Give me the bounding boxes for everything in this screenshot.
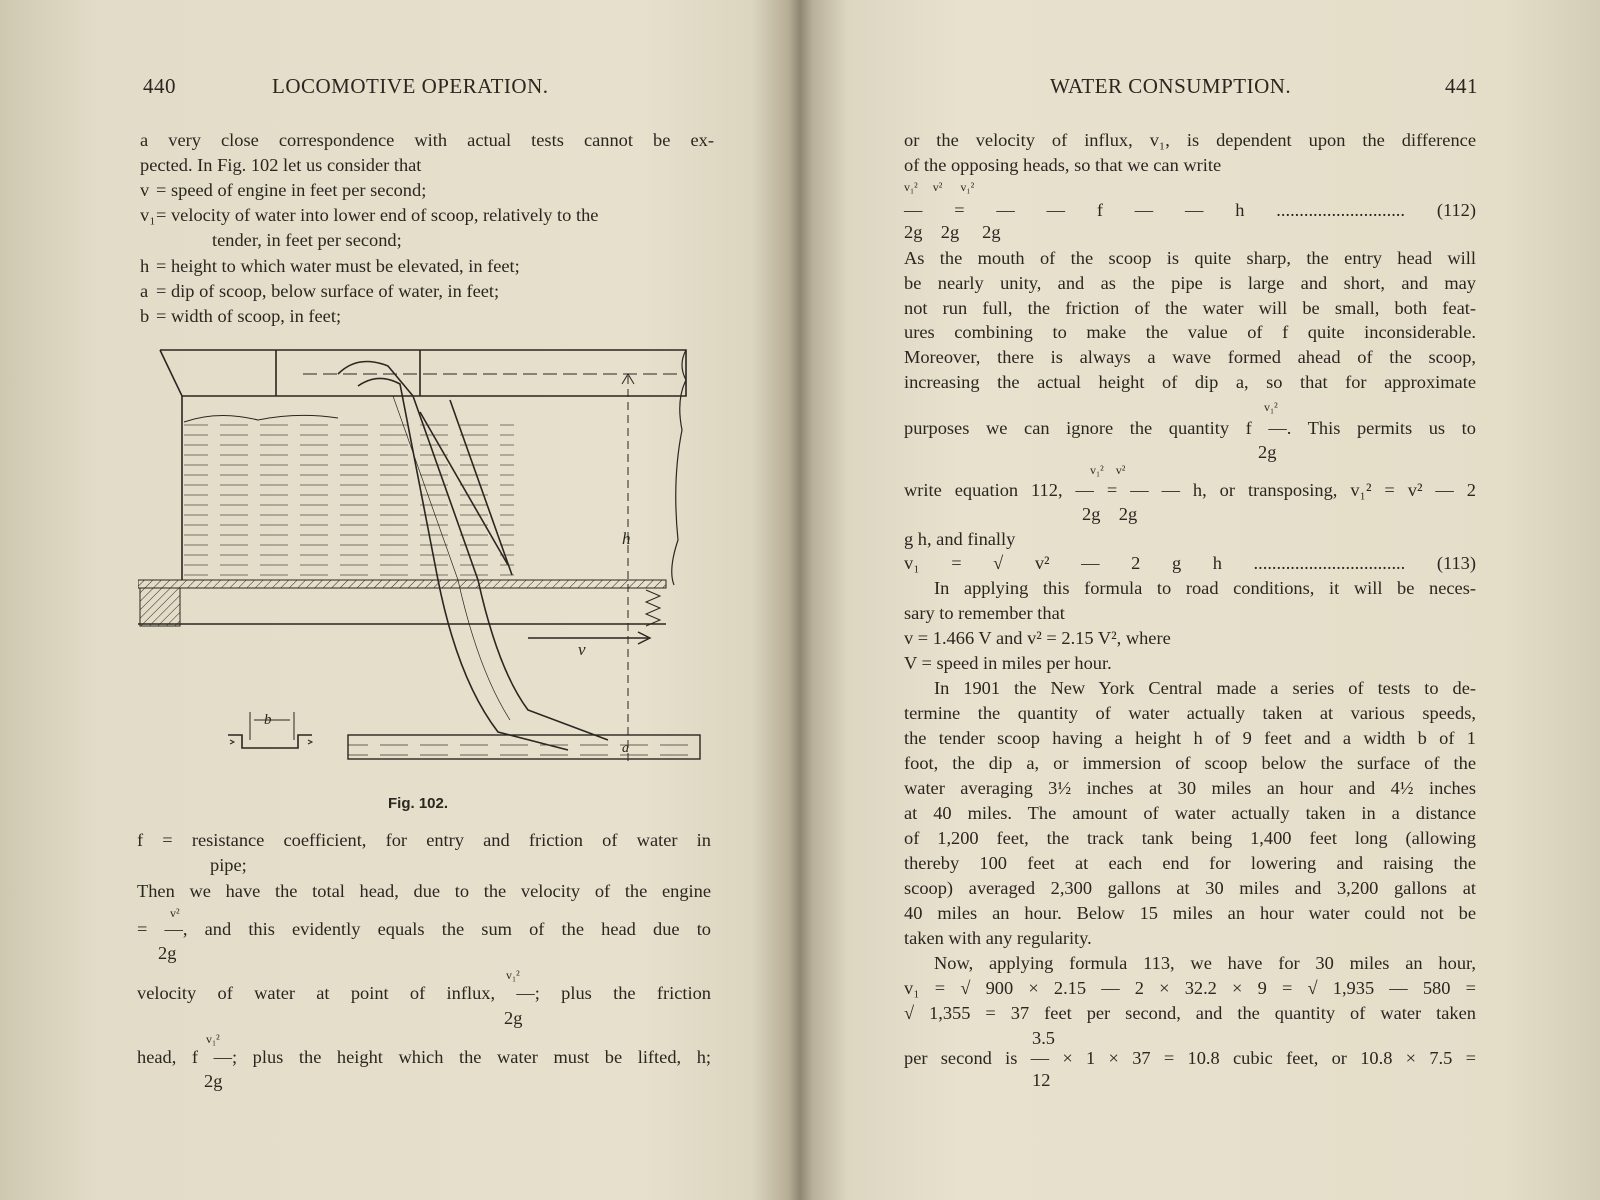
frac3-denominator: 2g [204,1071,223,1091]
para4-line: Now, applying formula 113, we have for 30 miles an hour, [934,953,1476,973]
gh-line: g h, and finally [904,529,1016,549]
frac1-numerator: v² [170,906,180,920]
def-equals: = [156,205,167,225]
purposes-line: purposes we can ignore the quantity f —. This permits us to [904,418,1476,438]
eq112-numerator: v₁² v² v₁² [904,180,975,194]
purposes-denominator: 2g [1258,442,1277,462]
frac3-line: head, f —; plus the height which the water must be lifted, h; [137,1047,711,1067]
intro-line-1: a very close correspondence with actual tests cannot be ex- [140,130,714,150]
running-head-right: WATER CONSUMPTION. [1050,74,1292,98]
para3-line: termine the quantity of water actually taken at various speeds, [904,703,1476,723]
frac3-numerator: v₁² [206,1032,220,1046]
write-line: write equation 112, — = — — h, or transposing, v₁² = v² — 2 [904,480,1476,500]
write-denominator: 2g 2g [1082,504,1138,524]
label-a: a [622,741,629,756]
last-numerator: 3.5 [1032,1028,1055,1048]
figure-caption: Fig. 102. [388,795,449,812]
para3-line: In 1901 the New York Central made a series of tests to de- [934,678,1476,698]
def-symbol: a [140,281,149,301]
V-definition: V = speed in miles per hour. [904,653,1112,673]
para3-line: at 40 miles. The amount of water actually taken in a distance [904,803,1476,823]
para1-line: Moreover, there is always a wave formed ahead of the scoop, [904,347,1476,367]
page-number-left: 440 [143,74,176,98]
para3-line: taken with any regularity. [904,928,1092,948]
total-head-line: Then we have the total head, due to the velocity of the engine [137,881,711,901]
para3-line: scoop) averaged 2,300 gallons at 30 miles and 3,200 gallons at [904,878,1476,898]
text-line-1: or the velocity of influx, v₁, is dependent upon the difference [904,130,1476,150]
tank-water [184,422,514,578]
para2-line-2: sary to remember that [904,603,1065,623]
frac1-denominator: 2g [158,943,177,963]
definition-v1 [140,203,598,228]
def-symbol: b [140,306,150,326]
para2-line-1: In applying this formula to road conditions, it will be neces- [934,578,1476,598]
def-symbol: v₁ [140,205,156,225]
para3-line: thereby 100 feet at each end for lowering and raising the [904,853,1476,873]
last-line: per second is — × 1 × 37 = 10.8 cubic feet, or 10.8 × 7.5 = [904,1048,1476,1068]
eq113-line: v₁ = √ v² — 2 g h ................................. (113) [904,553,1476,573]
para4-line: v₁ = √ 900 × 2.15 — 2 × 32.2 × 9 = √ 1,935 — 580 = [904,978,1476,998]
para3-line: of 1,200 feet, the track tank being 1,400 feet long (allowing [904,828,1476,848]
definition-v1-cont: tender, in feet per second; [212,230,402,250]
scoop-cross-section [228,735,312,748]
definition-b [140,304,341,329]
frame-beam [140,588,180,626]
eq112-line: — = — — f — — h ............................ (112) [904,200,1476,220]
track-tank [348,735,700,759]
label-h: h [622,529,631,548]
para1-line: be nearly unity, and as the pipe is large and short, and may [904,273,1476,293]
tank-outline [160,350,686,396]
intro-line-2: pected. In Fig. 102 let us consider that [140,155,422,175]
frac2-denominator: 2g [504,1008,523,1028]
write-numerator: v₁² v² [1090,463,1126,477]
para1-line: increasing the actual height of dip a, so that for approximate [904,372,1476,392]
def-symbol: v [140,180,150,200]
running-head-left: LOCOMOTIVE OPERATION. [272,74,549,98]
text-line-2: of the opposing heads, so that we can write [904,155,1222,175]
purposes-numerator: v₁² [1264,400,1278,414]
para3-line: the tender scoop having a height h of 9 feet and a width b of 1 [904,728,1476,748]
def-text: velocity of water into lower end of scoop, relatively to the [170,205,599,225]
figure-102-scoop-diagram [138,340,718,780]
v-equation: v = 1.466 V and v² = 2.15 V², where [904,628,1171,648]
frac1-line: = —, and this evidently equals the sum of the head due to [137,919,711,939]
para1-line: ures combining to make the value of f quite inconsiderable. [904,322,1476,342]
def-symbol: h [140,256,150,276]
f-definition: f = resistance coefficient, for entry and friction of water in [137,830,711,850]
def-equals: = [156,306,167,326]
def-equals: = [156,180,167,200]
right-page [800,0,1600,1200]
page-number-right: 441 [1445,74,1478,98]
para3-line: foot, the dip a, or immersion of scoop below the surface of the [904,753,1476,773]
label-b: b [264,712,272,728]
definition-h [140,254,520,279]
frac2-line: velocity of water at point of influx, —; plus the friction [137,983,711,1003]
tender-floor [138,580,666,588]
para3-line: 40 miles an hour. Below 15 miles an hour water could not be [904,903,1476,923]
def-text: height to which water must be elevated, in feet; [170,256,520,276]
eq112-denominator: 2g 2g 2g [904,222,1001,242]
def-text: width of scoop, in feet; [170,306,342,326]
para3-line: water averaging 3½ inches at 30 miles an hour and 4½ inches [904,778,1476,798]
para1-line: not run full, the friction of the water will be small, both feat- [904,298,1476,318]
def-equals: = [156,256,167,276]
def-text: speed of engine in feet per second; [170,180,427,200]
def-text: dip of scoop, below surface of water, in feet; [170,281,500,301]
last-denominator: 12 [1032,1070,1051,1090]
definition-a [140,279,499,304]
para4-line: √ 1,355 = 37 feet per second, and the quantity of water taken [904,1003,1476,1023]
label-v: v [578,640,586,659]
para1-line: As the mouth of the scoop is quite sharp, the entry head will [904,248,1476,268]
f-definition-cont: pipe; [210,855,247,875]
frac2-numerator: v₁² [506,968,520,982]
definition-v [140,178,426,203]
def-equals: = [156,281,167,301]
